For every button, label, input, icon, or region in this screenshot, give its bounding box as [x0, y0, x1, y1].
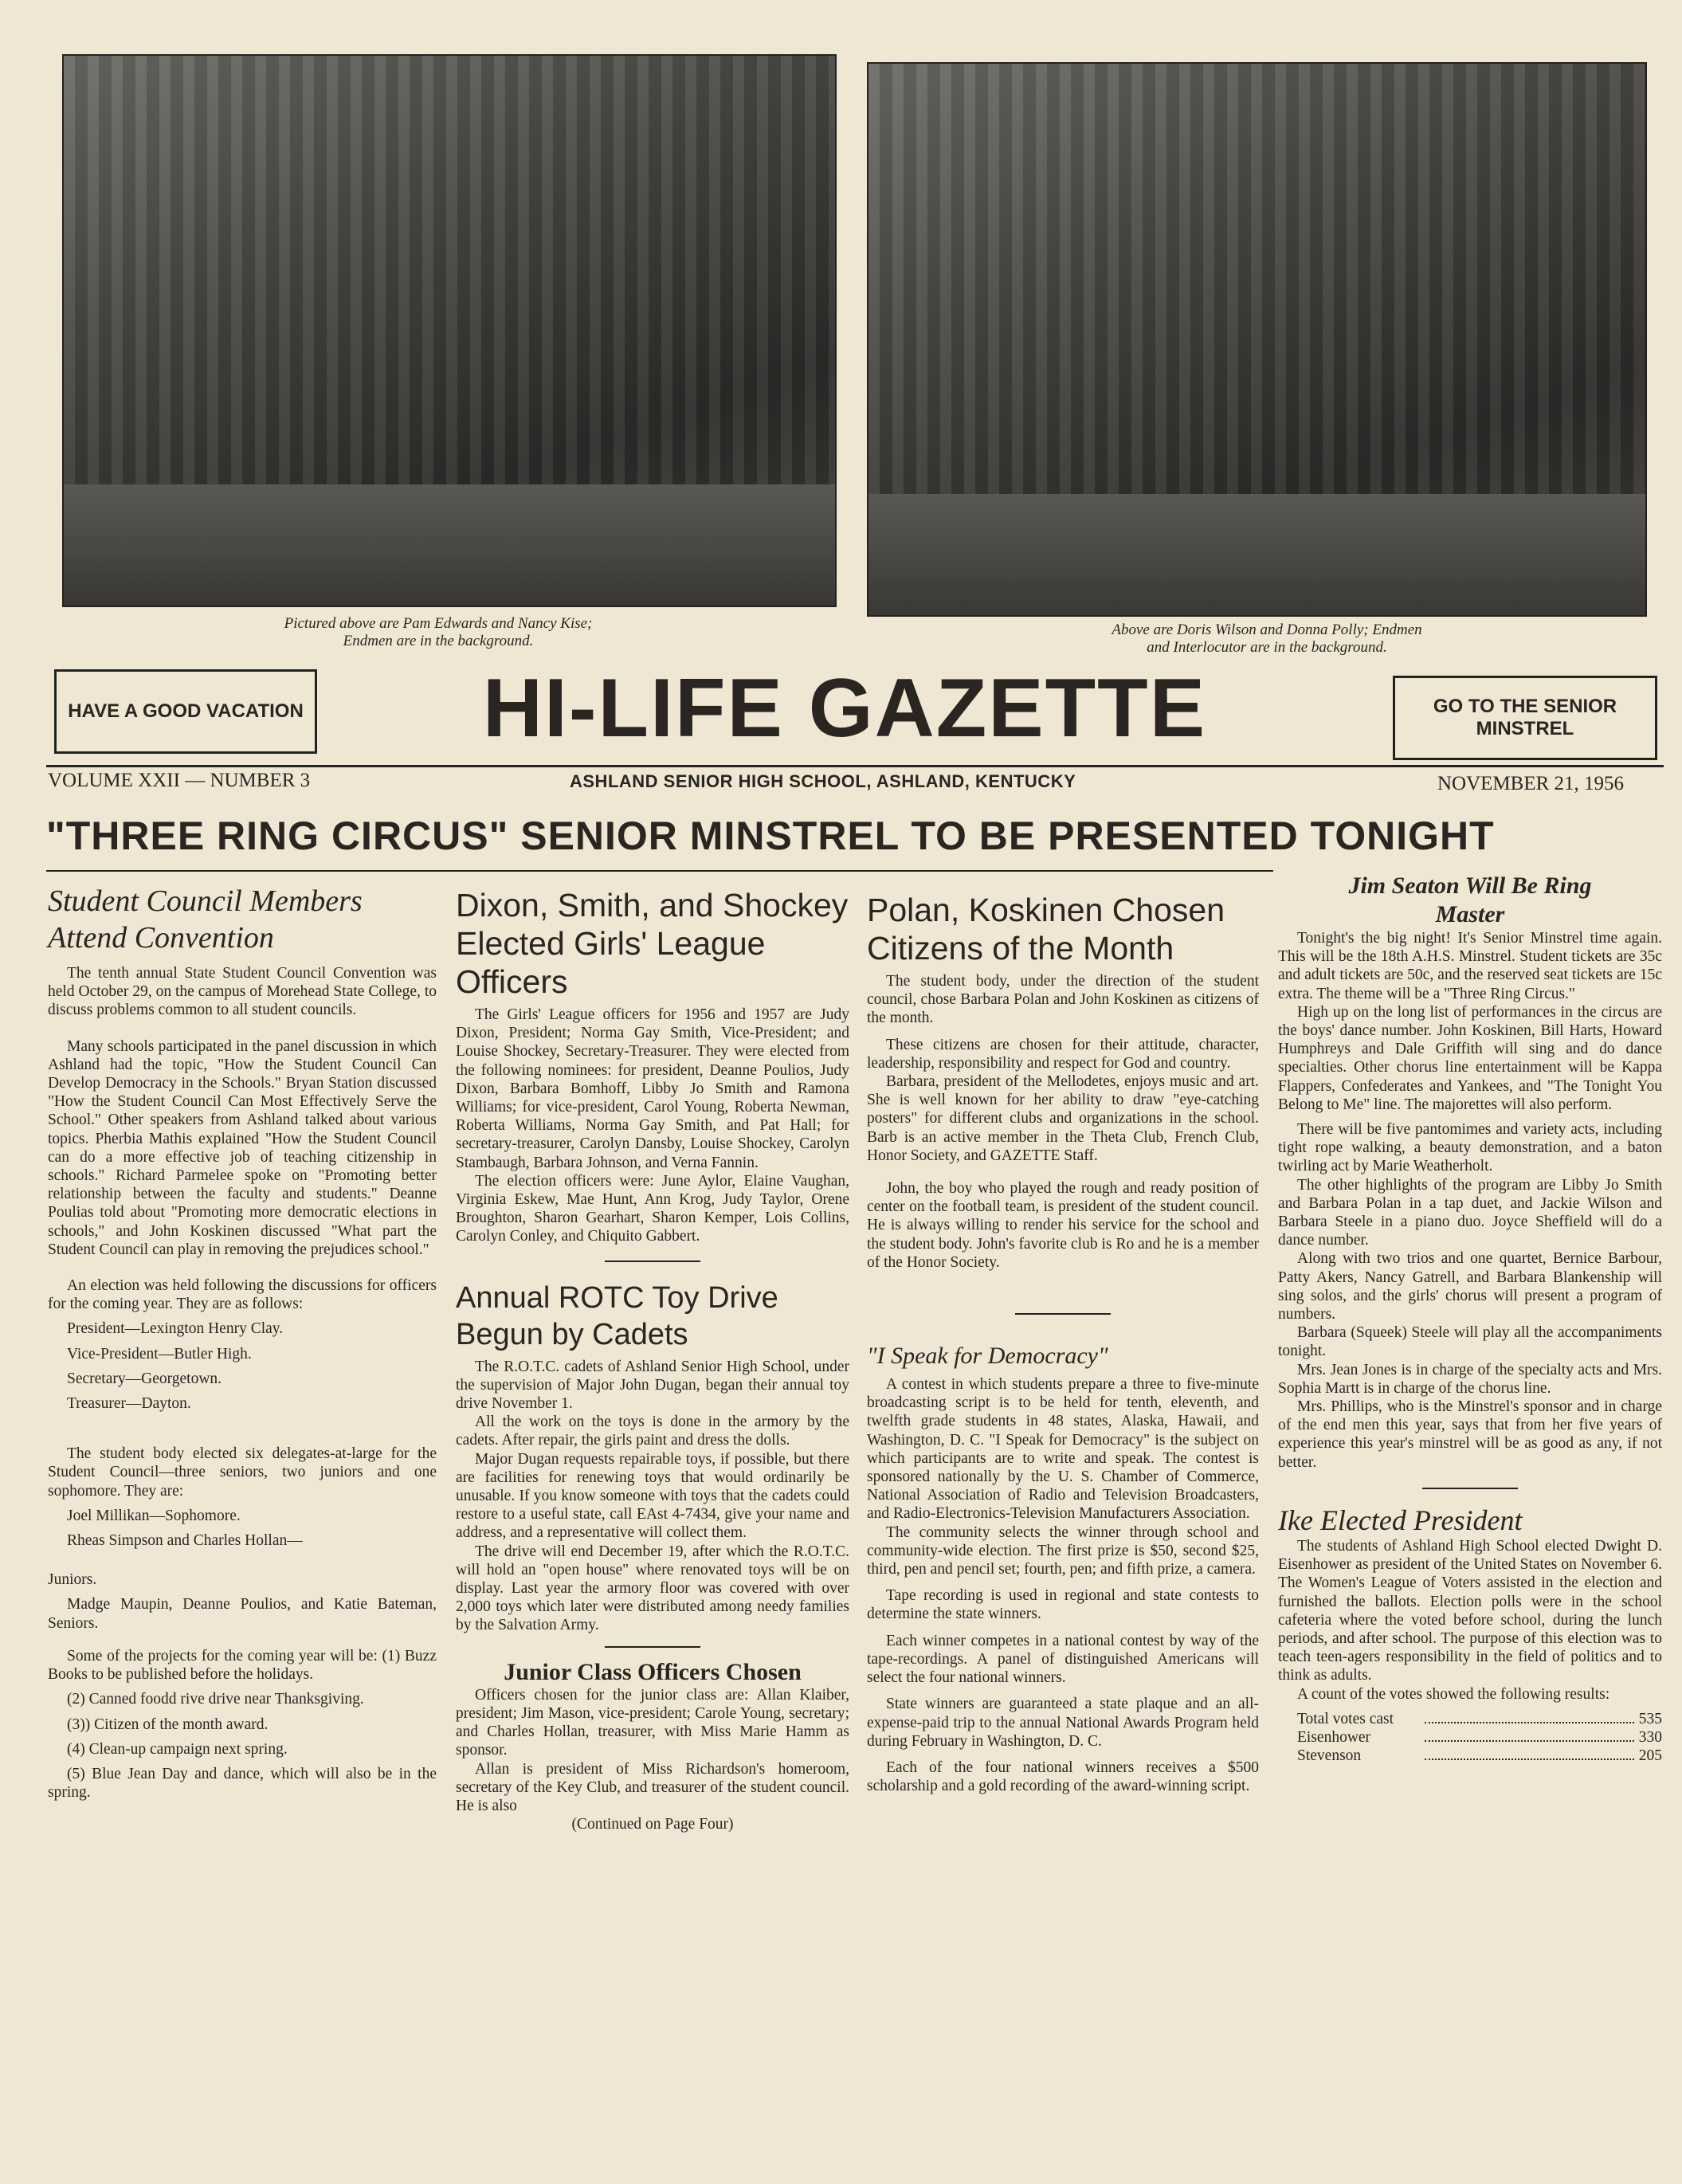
paragraph: The student body, under the direction of the student council, chose Barbara Polan and John Koskinen as citizens of the month.: [867, 973, 1259, 1027]
student-council-headline: Student Council Members Attend Convention: [48, 884, 363, 955]
paragraph: John, the boy who played the rough and ready position of center on the football team, is president of the student council. He is always willing to render his service for the school and the student body. John's favorite club is Ro and he is a member of the Honor Society.: [867, 1180, 1259, 1271]
paragraph: High up on the long list of performances in the circus are the boys' dance number. John Koskinen, Bill Harts, Howard Humphreys and Dale Griffith will sing and do dance specialties. Other chorus line entertainment will be Kappa Flappers, Confederates and Yankees, and "The Tonight You Belong to Me" line. The majorettes will also perform.: [1278, 1003, 1662, 1113]
list-item: (5) Blue Jean Day and dance, which will also be in the spring.: [48, 1765, 437, 1802]
column-2: [456, 886, 849, 1833]
citizens-article: [867, 972, 1259, 1272]
officer-list: [48, 1319, 437, 1413]
photo-left-caption: [183, 615, 693, 650]
paragraph: Many schools participated in the panel discussion in which Ashland had the topic, "How the Student Council Can Develop Democracy in the Schools." Bryan Station discussed "How the Student Council Can Most Effectively Serve the School." Other speakers from Ashland talked about various topics. Pherbia Mathis explained "How the Student Council can do a more effective job of teaching citizenship in schools." Richard Parmelee spoke on "Promoting better relationship between the faculty and students." Deanne Poulias told about "Promoting more democratic elections in schools," and John Koskinen discussed "What part the Student Council can play in removing the prejudices school.": [48, 1037, 437, 1258]
photo-left: [62, 54, 837, 607]
paragraph: Each of the four national winners receives a $500 scholarship and a gold recording of the award-winning script.: [867, 1759, 1259, 1795]
paragraph: The students of Ashland High School elected Dwight D. Eisenhower as president of the United States on November 6. The Women's League of Voters assisted in the election and furnished the ballots. Election polls were in the school cafeteria where the voted before school, during the lunch periods, and after school. The purpose of this election was to teach teen-agers responsibility in the field of politics and to think as adults.: [1278, 1537, 1662, 1684]
paragraph: The R.O.T.C. cadets of Ashland Senior High School, under the supervision of Major John Dugan, began their annual toy drive November 1.: [456, 1358, 849, 1413]
school-name: ASHLAND SENIOR HIGH SCHOOL, ASHLAND, KENTUCKY: [570, 771, 1076, 791]
column-3: [867, 891, 1259, 1795]
junior-class-article: [456, 1686, 849, 1834]
banner-headline: "THREE RING CIRCUS" SENIOR MINSTREL TO BE PRESENTED TONIGHT: [46, 814, 1495, 858]
paragraph: Major Dugan requests repairable toys, if possible, but there are facilities for renewing toys that would ordinarily be unusable. If you know someone with toys that the cadets could restore to a useful state, call EAst 4-7434, give your name and address, and a representative will collect them.: [456, 1450, 849, 1542]
vote-row: [1297, 1728, 1662, 1747]
paragraph: Barbara (Squeek) Steele will play all the accompaniments tonight.: [1278, 1324, 1662, 1360]
paragraph: Along with two trios and one quartet, Bernice Barbour, Patty Akers, Nancy Gatrell, and Barbara Blankenship will sing solos, and the girls' chorus will present a program of numbers.: [1278, 1250, 1662, 1323]
list-item: Treasurer—Dayton.: [67, 1395, 191, 1413]
column-4: [1278, 872, 1662, 1765]
paragraph: All the work on the toys is done in the armory by the cadets. After repair, the girls paint and dress the dolls.: [456, 1414, 849, 1449]
vote-value: 330: [1638, 1728, 1662, 1746]
girls-league-headline: Dixon, Smith, and Shockey Elected Girls' League Officers: [456, 887, 849, 1000]
volume-number: VOLUME XXII — NUMBER 3: [48, 770, 311, 791]
paragraph: The other highlights of the program are Libby Jo Smith and Barbara Polan in a tap duet, and Jackie Wilson and Barbara Steele in a piano duo. Joyce Sheffield will do a dance number.: [1278, 1176, 1662, 1249]
democracy-article: [867, 1375, 1259, 1795]
stage-floor: [64, 484, 835, 606]
democracy-headline: "I Speak for Democracy": [867, 1343, 1108, 1370]
stage-floor: [868, 494, 1645, 615]
leader-dots: [1425, 1747, 1634, 1760]
vote-row: [1297, 1747, 1662, 1765]
caption-line: Endmen are in the background.: [343, 633, 534, 649]
masthead-rule: [46, 765, 1664, 767]
paragraph: Tape recording is used in regional and state contests to determine the state winners.: [867, 1587, 1259, 1623]
leader-dots: [1425, 1710, 1634, 1723]
caption-line: Pictured above are Pam Edwards and Nancy Kise;: [284, 615, 593, 632]
ike-article: [1278, 1537, 1662, 1704]
citizens-headline: Polan, Koskinen Chosen Citizens of the Month: [867, 892, 1225, 967]
vote-results: [1278, 1710, 1662, 1766]
paragraph: Allan is president of Miss Richardson's homeroom, secretary of the Key Club, and treasurer of the student council. He is also: [456, 1760, 849, 1814]
list-item: Madge Maupin, Deanne Poulios, and Katie Bateman, Seniors.: [48, 1596, 437, 1632]
paragraph: There will be five pantomimes and variety acts, including tight rope walking, a beauty demonstration, and a baton twirling act by Marie Weatherholt.: [1278, 1121, 1662, 1175]
junior-class-headline: Junior Class Officers Chosen: [504, 1658, 802, 1685]
minstrel-box: GO TO THE SENIOR MINSTREL: [1393, 676, 1657, 760]
list-item: President—Lexington Henry Clay.: [67, 1320, 284, 1338]
list-item: Vice-President—Butler High.: [67, 1345, 252, 1363]
caption-line: Above are Doris Wilson and Donna Polly; Endmen: [1112, 621, 1422, 638]
paragraph: State winners are guaranteed a state plaque and an all-expense-paid trip to the annual National Awards Program held during February in Washington, D. C.: [867, 1696, 1259, 1750]
paragraph: The election officers were: June Aylor, Elaine Vaughan, Virginia Eskew, Mae Hunt, Ann Krog, Judy Taylor, Orene Broughton, Sharon Gearhart, Sharon Kemper, Lois Collins, Carolyn Conley, and Chiquito Gabbert.: [456, 1172, 849, 1245]
photo-right: [867, 62, 1647, 617]
continued-note: (Continued on Page Four): [571, 1816, 734, 1833]
divider: [605, 1646, 700, 1648]
banner-rule: [46, 870, 1273, 872]
paragraph: Officers chosen for the junior class are: Allan Klaiber, president; Jim Mason, vice-president; Carole Young, secretary; and Charles Hollan, treasurer, with Miss Marie Hamm as sponsor.: [456, 1686, 849, 1759]
list-item: (2) Canned foodd rive drive near Thanksgiving.: [67, 1691, 364, 1708]
divider: [1015, 1313, 1111, 1315]
student-council-article: [48, 964, 437, 1802]
list-item: Joel Millikan—Sophomore.: [67, 1507, 241, 1524]
issue-date: NOVEMBER 21, 1956: [1437, 773, 1625, 794]
vote-label: Stevenson: [1297, 1747, 1362, 1765]
paragraph: Tonight's the big night! It's Senior Minstrel time again. This will be the 18th A.H.S. Minstrel. Student tickets are 35c and adult tickets are 50c, and the reserved seat tickets are 15c extra. The theme will be a "Three Ring Circus.": [1278, 930, 1662, 1002]
vote-value: 535: [1638, 1710, 1662, 1727]
delegate-list: [48, 1507, 437, 1633]
girls-league-article: [456, 1006, 849, 1246]
paragraph: These citizens are chosen for their attitude, character, leadership, responsibility and respect for God and country.: [867, 1036, 1259, 1072]
vote-row: [1297, 1710, 1662, 1728]
list-item: (3)) Citizen of the month award.: [67, 1715, 269, 1733]
rotc-article: [456, 1358, 849, 1635]
vote-label: Eisenhower: [1297, 1728, 1371, 1746]
paragraph: The drive will end December 19, after which the R.O.T.C. will hold an "open house" where renovated toys will be on display. Last year the armory floor was covered with over 2,000 toys which later were distributed among needy families by the Salvation Army.: [456, 1543, 849, 1634]
list-item: Juniors.: [48, 1571, 97, 1589]
paragraph: The student body elected six delegates-at-large for the Student Council—three seniors, two juniors and one sophomore. They are:: [48, 1445, 437, 1500]
vacation-box: HAVE A GOOD VACATION: [54, 669, 317, 754]
divider: [605, 1261, 700, 1262]
list-item: Rheas Simpson and Charles Hollan—: [67, 1532, 303, 1550]
ring-master-headline: Jim Seaton Will Be Ring Master: [1348, 872, 1592, 927]
vote-label: Total votes cast: [1297, 1710, 1394, 1727]
rotc-headline: Annual ROTC Toy Drive Begun by Cadets: [456, 1280, 778, 1351]
paragraph: A contest in which students prepare a three to five-minute broadcasting script is to be held for tenth, eleventh, and twelfth grade students in 48 states, Alaska, Hawaii, and Washington, D. C. "I Speak for Democracy" is the subject on which participants are to write and speak. The contest is sponsored nationally by the U. S. Chamber of Commerce, National Association of Radio and Television Broadcasters, and Radio-Electronics-Television Manufacturers Association.: [867, 1376, 1259, 1523]
paragraph: Mrs. Jean Jones is in charge of the specialty acts and Mrs. Sophia Martt is in charge of the chorus line.: [1278, 1361, 1662, 1397]
list-item: Secretary—Georgetown.: [67, 1370, 222, 1387]
paragraph: Barbara, president of the Mellodetes, enjoys music and art. She is well known for her ability to draw "eye-catching posters" for different clubs and organizations in the school. Barb is an active member in the Theta Club, French Club, Honor Society, and GAZETTE Staff.: [867, 1073, 1259, 1164]
caption-line: and Interlocutor are in the background.: [1147, 639, 1387, 656]
paragraph: The community selects the winner through school and community-wide election. The first prize is $50, second $25, third, pen and pencil set; fourth, pen; and fifth prize, a camera.: [867, 1523, 1259, 1578]
paragraph: The Girls' League officers for 1956 and 1957 are Judy Dixon, President; Norma Gay Smith, Vice-President; and Louise Shockey, Secretary-Treasurer. They were elected from the following nominees: for president, Deanne Poulios, Judy Dixon, Barbara Bomhoff, Libby Jo Smith and Ramona Williams; for vice-president, Carol Young, Roberta Newman, Roberta Williams, Norma Gay Smith, and Pat Hall; for secretary-treasurer, Carolyn Dansby, Louise Shockey, Carolyn Stambaugh, Barbara Johnson, and Verna Fannin.: [456, 1006, 849, 1171]
project-list: [48, 1690, 437, 1802]
paragraph: An election was held following the discussions for officers for the coming year. They are as follows:: [48, 1277, 437, 1313]
masthead-title: HI-LIFE GAZETTE: [482, 662, 1207, 755]
paragraph: Mrs. Phillips, who is the Minstrel's sponsor and in charge of the end men this year, says that from her five years of experience this year's minstrel will be as good as any, if not better.: [1278, 1398, 1662, 1471]
minstrel-article: [1278, 929, 1662, 1472]
divider: [1422, 1488, 1518, 1489]
paragraph: A count of the votes showed the following results:: [1297, 1685, 1610, 1703]
paragraph: Each winner competes in a national contest by way of the tape-recordings. A panel of distinguished Americans will select the four national winners.: [867, 1632, 1259, 1687]
vote-value: 205: [1638, 1747, 1662, 1765]
paragraph: The tenth annual State Student Council Convention was held October 29, on the campus of Morehead State College, to discuss problems common to all student councils.: [48, 965, 437, 1019]
list-item: (4) Clean-up campaign next spring.: [67, 1740, 288, 1758]
ike-headline: Ike Elected President: [1278, 1504, 1523, 1536]
leader-dots: [1425, 1728, 1634, 1742]
photo-right-caption: [1004, 621, 1530, 657]
paragraph: Some of the projects for the coming year will be: (1) Buzz Books to be published before the holidays.: [48, 1647, 437, 1684]
column-1: [48, 883, 437, 1808]
